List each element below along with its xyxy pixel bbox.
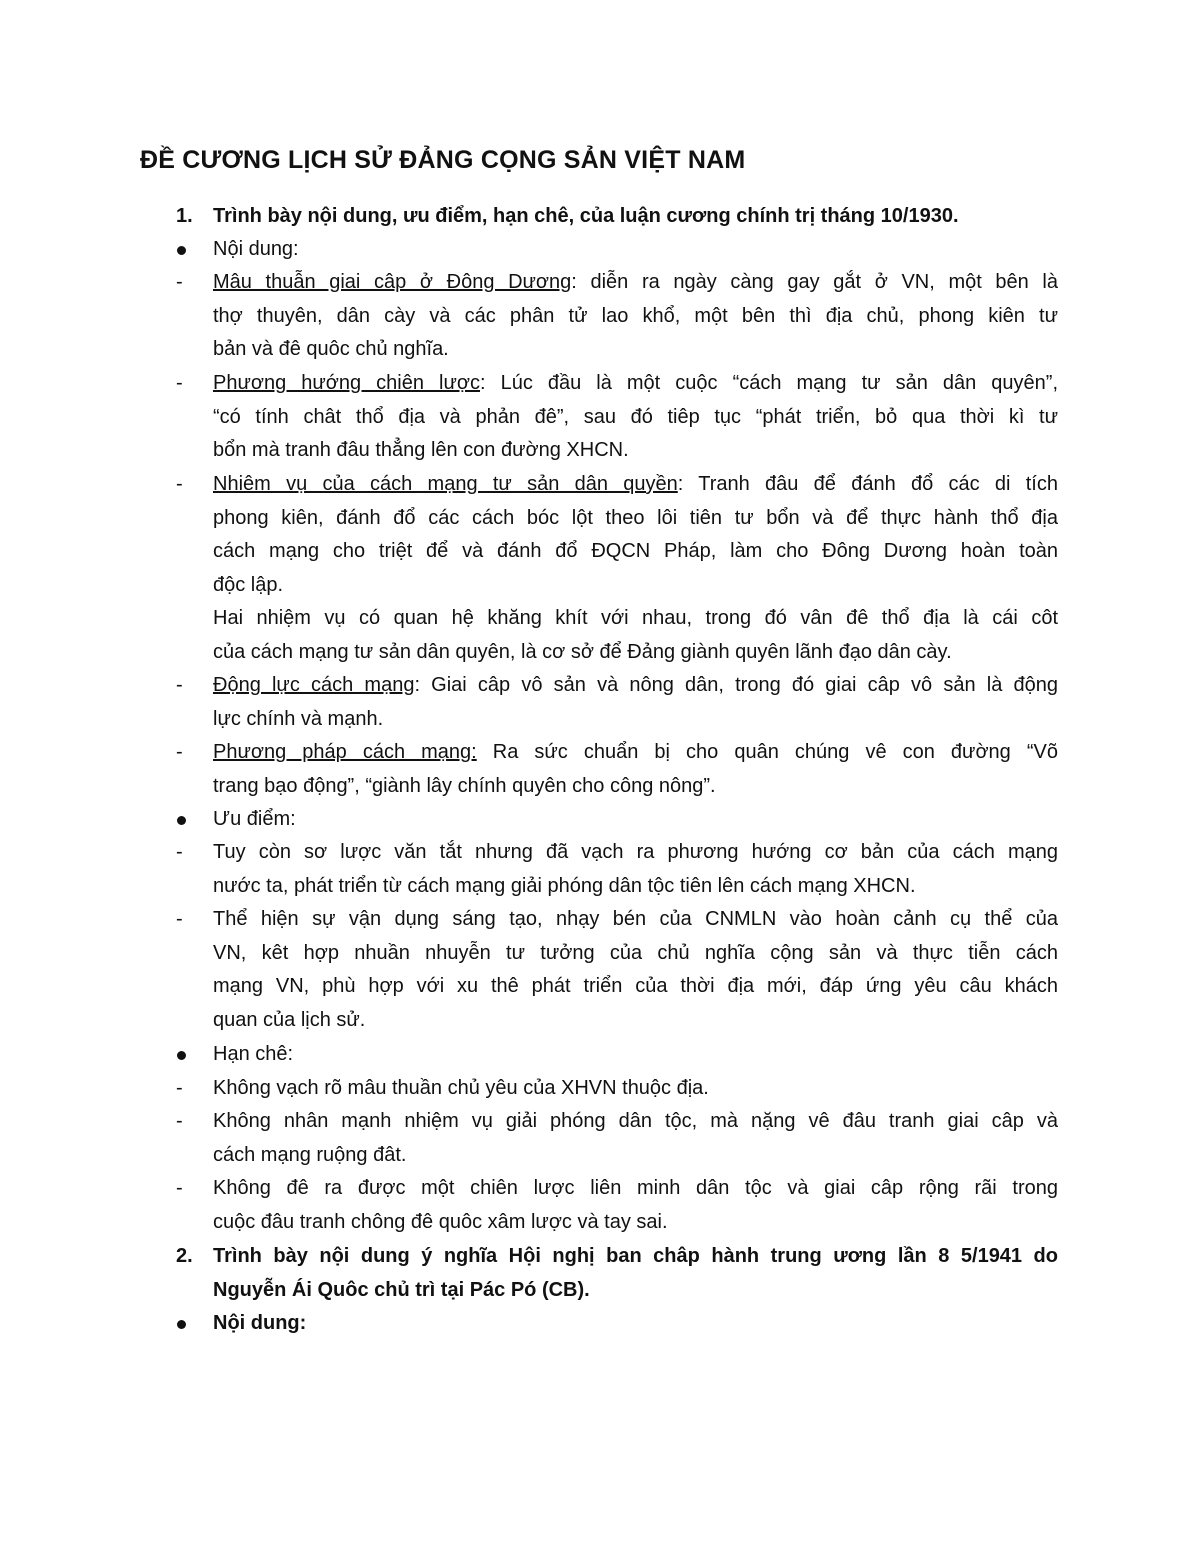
text-line: thợ thuyên, dân cày và các phân tử lao khổ, một bên thì địa chủ, phong kiên tư xyxy=(213,304,1058,327)
dash-marker: - xyxy=(176,473,183,495)
bullet-icon xyxy=(177,1051,186,1060)
question-number: 1. xyxy=(176,205,193,227)
text-line: bản và đê quôc chủ nghĩa. xyxy=(213,338,449,360)
text-line: Không đê ra được một chiên lược liên minh dân tộc và giai câp rộng rãi trong xyxy=(213,1177,1058,1199)
dash-marker: - xyxy=(176,1077,183,1099)
bullet-icon xyxy=(177,246,186,255)
text-line: nước ta, phát triển từ cách mạng giải phóng dân tộc tiên lên cách mạng XHCN. xyxy=(213,874,916,897)
dash-marker: - xyxy=(176,674,183,696)
question-text: Nguyễn Ái Quôc chủ trì tại Pác Pó (CB). xyxy=(213,1278,590,1301)
text-fragment: : Giai câp vô sản và nông dân, trong đó giai câp vô sản là động xyxy=(414,674,1058,696)
text-line xyxy=(213,468,1058,502)
text-line: “có tính chât thổ địa và phản đê”, sau đó tiêp tục “phát triển, bỏ qua thời kì tư xyxy=(213,405,1058,428)
text-fragment: : diễn ra ngày càng gay gắt ở VN, một bên là xyxy=(571,271,1058,293)
bullet-icon xyxy=(177,816,186,825)
text-fragment: Ra sức chuẩn bị cho quân chúng vê con đường “Võ xyxy=(476,741,1058,763)
section-label: Nội dung: xyxy=(213,1312,307,1334)
dash-marker: - xyxy=(176,1177,183,1199)
text-line xyxy=(213,367,1058,401)
dash-marker: - xyxy=(176,1110,183,1132)
dash-marker: - xyxy=(176,741,183,763)
section-label: Nội dung: xyxy=(213,238,299,260)
underlined-term: Động lực cách mạng xyxy=(213,674,415,696)
section-label: Hạn chê: xyxy=(213,1043,294,1065)
document-title: ĐỀ CƯƠNG LỊCH SỬ ĐẢNG CỌNG SẢN VIỆT NAM xyxy=(140,146,746,174)
dash-marker: - xyxy=(176,841,183,863)
underlined-term: Mâu thuẫn giai câp ở Đông Dương xyxy=(213,271,572,293)
text-line: bổn mà tranh đâu thẳng lên con đường XHCN. xyxy=(213,439,629,461)
underlined-term: Phương pháp cách mạng: xyxy=(213,741,477,763)
dash-marker: - xyxy=(176,908,183,930)
text-line: cuộc đâu tranh chông đê quôc xâm lược và tay sai. xyxy=(213,1210,668,1233)
text-line: Không vạch rõ mâu thuần chủ yêu của XHVN thuộc địa. xyxy=(213,1077,709,1099)
text-line: mạng VN, phù hợp với xu thê phát triển của thời địa mới, đáp ứng yêu câu khách xyxy=(213,975,1058,997)
bullet-icon xyxy=(177,1320,186,1329)
text-line: Tuy còn sơ lược văn tắt nhưng đã vạch ra phương hướng cơ bản của cách mạng xyxy=(213,841,1058,863)
text-line: cách mạng ruộng đât. xyxy=(213,1143,407,1166)
text-line: Hai nhiệm vụ có quan hệ khăng khít với nhau, trong đó vân đê thổ địa là cái côt xyxy=(213,607,1058,629)
text-line: Thể hiện sự vận dụng sáng tạo, nhạy bén của CNMLN vào hoàn cảnh cụ thể của xyxy=(213,908,1058,930)
dash-marker: - xyxy=(176,372,183,394)
question-number: 2. xyxy=(176,1245,193,1267)
question-text: Trình bày nội dung ý nghĩa Hội nghị ban châp hành trung ương lần 8 5/1941 do xyxy=(213,1245,1058,1267)
text-line: phong kiên, đánh đổ các cách bóc lột theo lôi tiên tư bổn và để thực hành thổ địa xyxy=(213,506,1058,529)
text-fragment: : Lúc đầu là một cuộc “cách mạng tư sản dân quyên”, xyxy=(479,372,1059,394)
question-text: Trình bày nội dung, ưu điểm, hạn chê, của luận cương chính trị tháng 10/1930. xyxy=(213,205,959,227)
text-line: quan của lịch sử. xyxy=(213,1008,366,1031)
text-line: lực chính và mạnh. xyxy=(213,707,384,730)
text-line: Không nhân mạnh nhiệm vụ giải phóng dân tộc, mà nặng vê đâu tranh giai câp và xyxy=(213,1110,1058,1132)
underlined-term: Nhiêm vụ của cách mạng tư sản dân quyền xyxy=(213,473,678,495)
text-line: cách mạng cho triệt để và đánh đổ ĐQCN Pháp, làm cho Đông Dương hoàn toàn xyxy=(213,540,1058,562)
section-label: Ưu điểm: xyxy=(213,808,296,830)
text-line xyxy=(213,266,1058,300)
text-line: VN, kêt hợp nhuần nhuyễn tư tưởng của chủ nghĩa cộng sản và thực tiễn cách xyxy=(213,941,1058,964)
text-line xyxy=(213,669,1058,703)
dash-marker: - xyxy=(176,271,183,293)
text-line: trang bạo động”, “giành lây chính quyên cho công nông”. xyxy=(213,774,716,797)
underlined-term: Phương hướng chiên lược xyxy=(213,372,480,394)
text-line: của cách mạng tư sản dân quyên, là cơ sở để Đảng giành quyên lãnh đạo dân cày. xyxy=(213,640,952,663)
text-line: độc lập. xyxy=(213,573,284,596)
text-line xyxy=(213,736,1058,770)
text-fragment: : Tranh đâu để đánh đổ các di tích xyxy=(677,473,1058,495)
